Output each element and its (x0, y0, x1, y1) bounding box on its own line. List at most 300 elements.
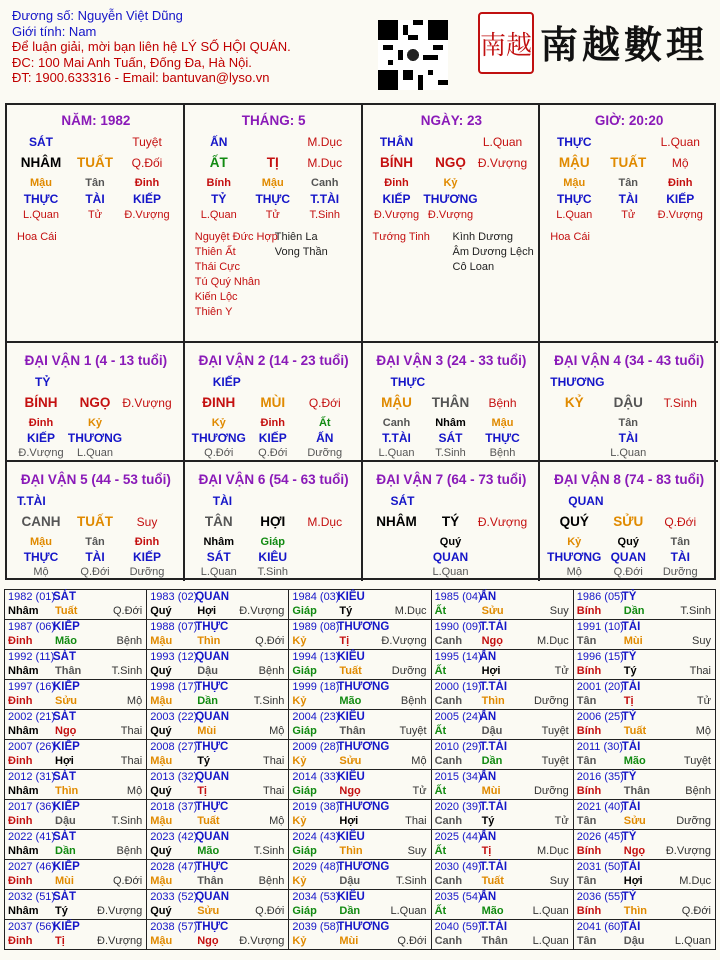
year-stem: Mậu (150, 815, 173, 827)
year-branch: Tuất (197, 815, 220, 827)
year-cell[interactable] (431, 800, 573, 830)
year-branch: Tý (339, 605, 353, 617)
dai-van-stem: CANH (21, 514, 61, 529)
year-god: TÀI (621, 801, 641, 813)
year-stem: Ất (434, 665, 447, 677)
dai-van-hidden-stem: Quý (617, 536, 639, 548)
year-phase: L.Quan (532, 935, 569, 947)
year-god: KIẾP (53, 681, 80, 693)
year-god: THƯƠNG (337, 801, 390, 813)
dai-van-hidden-god: QUAN (610, 550, 646, 564)
year-cell[interactable] (573, 620, 715, 650)
year-cell[interactable] (5, 770, 147, 800)
year-god: ẤN (479, 651, 497, 663)
year-cell[interactable] (5, 650, 147, 680)
year-label: 2002 (21) (8, 711, 56, 723)
year-label: 2024 (43) (292, 831, 340, 843)
year-label: 2010 (29) (434, 741, 482, 753)
earthly-branch: TUẤT (610, 155, 647, 170)
year-branch: Hợi (339, 815, 359, 827)
heavenly-stem: BÍNH (380, 155, 413, 170)
year-stem: Giáp (292, 845, 317, 857)
hidden-stem: Đinh (134, 177, 160, 189)
year-label: 1996 (15) (576, 651, 624, 663)
dai-van-stem: BÍNH (24, 395, 58, 410)
stem-god: THỰC (556, 135, 592, 149)
year-phase: Thai (120, 755, 143, 767)
year-phase: M.Dục (394, 605, 427, 617)
hidden-god: T.TÀI (310, 192, 340, 206)
hidden-phase: Tử (621, 209, 636, 221)
gender: Giới tính: Nam (12, 23, 97, 39)
year-cell[interactable] (289, 920, 431, 950)
dai-van-hidden-stem: Kỷ (567, 536, 582, 548)
year-branch: Tị (339, 635, 350, 647)
qr-code-icon[interactable] (378, 20, 448, 90)
year-cell[interactable] (289, 800, 431, 830)
year-god: TỶ (621, 591, 637, 603)
year-branch: Ngọ (197, 935, 219, 947)
year-label: 2040 (59) (434, 921, 482, 933)
dai-van-hidden-phase: Q.Đới (258, 447, 288, 459)
year-god: SÁT (53, 891, 76, 903)
hidden-stem: Mậu (30, 177, 52, 189)
year-branch: Ngọ (481, 635, 503, 647)
year-cell[interactable] (431, 890, 573, 920)
year-branch: Thân (197, 875, 224, 887)
year-label: 1987 (06) (8, 621, 56, 633)
year-cell[interactable] (5, 590, 147, 620)
year-cell[interactable] (289, 710, 431, 740)
year-cell[interactable] (147, 740, 289, 770)
year-phase: Dưỡng (676, 815, 711, 827)
year-label: 2030 (49) (434, 861, 482, 873)
hidden-phase: L.Quan (200, 209, 237, 221)
year-stem: Đinh (8, 695, 33, 707)
hidden-god: TỶ (211, 192, 227, 206)
year-cell[interactable] (5, 710, 147, 740)
year-cell[interactable] (147, 680, 289, 710)
year-phase: Tử (554, 815, 569, 827)
year-label: 1984 (03) (292, 591, 340, 603)
year-cell[interactable] (431, 860, 573, 890)
year-stem: Quý (150, 905, 172, 917)
year-phase: Bệnh (258, 875, 285, 887)
year-phase: L.Quan (674, 935, 711, 947)
pillar-title: GIỜ: 20:20 (594, 113, 664, 128)
year-cell[interactable] (5, 620, 147, 650)
dai-van-hidden-god: KIẾP (132, 550, 162, 564)
year-god: T.TÀI (479, 861, 508, 873)
year-god: TỶ (621, 771, 637, 783)
year-god: QUAN (195, 651, 230, 663)
hidden-god: THỰC (556, 192, 592, 206)
year-phase: Dưỡng (533, 785, 569, 797)
year-label: 1986 (05) (576, 591, 624, 603)
year-label: 1985 (04) (434, 591, 482, 603)
year-cell[interactable] (147, 770, 289, 800)
year-cell[interactable] (431, 650, 573, 680)
year-label: 2017 (36) (8, 801, 56, 813)
table-row (5, 890, 716, 920)
year-branch: Dậu (55, 815, 76, 827)
year-label: 1983 (02) (150, 591, 198, 603)
year-label: 2005 (24) (434, 711, 482, 723)
pillar-phase: L.Quan (482, 135, 523, 149)
table-row (5, 590, 716, 620)
year-branch: Dậu (339, 875, 361, 887)
year-stem: Quý (150, 665, 172, 677)
year-phase: Bệnh (116, 635, 143, 647)
phone-email[interactable]: ĐT: 1900.633316 - Email: bantuvan@lyso.vn (12, 70, 270, 85)
year-label: 2018 (37) (150, 801, 198, 813)
year-stem: Canh (434, 875, 463, 887)
year-cell[interactable] (5, 860, 147, 890)
year-stem: Canh (434, 695, 463, 707)
year-stem: Giáp (292, 725, 317, 737)
stem-god: THÂN (379, 135, 414, 149)
year-label: 2014 (33) (292, 771, 340, 783)
year-phase: Đ.Vượng (97, 905, 143, 917)
year-label: 2028 (47) (150, 861, 198, 873)
year-phase: Thai (120, 725, 143, 737)
dai-van-hidden-phase: L.Quan (200, 566, 237, 578)
dai-van-hidden-god: TÀI (85, 550, 105, 564)
year-phase: T.Sinh (680, 605, 711, 617)
year-phase: T.Sinh (253, 695, 285, 707)
table-row (5, 680, 716, 710)
year-stem: Kỷ (292, 695, 307, 707)
year-god: QUAN (195, 771, 230, 783)
year-branch: Tị (197, 785, 207, 797)
year-branch: Thìn (339, 845, 363, 857)
year-branch: Thân (623, 785, 651, 797)
year-god: SÁT (53, 831, 76, 843)
dai-van-hidden-stem: Quý (439, 536, 462, 548)
year-branch: Tị (55, 935, 65, 947)
year-cell[interactable] (5, 830, 147, 860)
year-cell[interactable] (289, 740, 431, 770)
hidden-god: KIẾP (132, 192, 162, 206)
dai-van-god: THỰC (390, 375, 426, 389)
year-branch: Sửu (623, 815, 646, 827)
hidden-god: TÀI (85, 192, 105, 206)
year-god: TÀI (621, 861, 641, 873)
dai-van-hidden-stem: Canh (382, 417, 411, 429)
year-label: 2036 (55) (576, 891, 624, 903)
year-cell[interactable] (147, 620, 289, 650)
year-god: KIẾP (53, 741, 80, 753)
year-branch: Thân (339, 725, 366, 737)
year-label: 2016 (35) (576, 771, 624, 783)
year-branch: Mão (339, 695, 362, 707)
year-branch: Tuất (481, 875, 504, 887)
dai-van-phase: Đ.Vượng (477, 515, 528, 529)
year-branch: Mão (55, 635, 77, 647)
year-stem: Ất (434, 785, 447, 797)
dai-van-title: ĐẠI VẬN 7 (64 - 73 tuổi) (376, 472, 527, 487)
dai-van-branch: DẬU (613, 395, 643, 410)
year-label: 2037 (56) (8, 921, 56, 933)
year-cell[interactable] (289, 890, 431, 920)
header-info (12, 8, 291, 86)
year-god: KIẾP (53, 921, 80, 933)
year-cell[interactable] (147, 650, 289, 680)
year-cell[interactable] (431, 920, 573, 950)
year-god: KIÊU (337, 711, 365, 723)
year-god: QUAN (195, 831, 230, 843)
pillar-phase: Tuyệt (132, 135, 162, 149)
dai-van-hidden-phase: Dưỡng (129, 566, 165, 578)
year-branch: Sửu (197, 905, 220, 917)
year-label: 2003 (22) (150, 711, 198, 723)
dai-van-stem: QUÝ (559, 514, 589, 529)
year-cell[interactable] (573, 920, 715, 950)
year-label: 2020 (39) (434, 801, 482, 813)
year-branch: Thìn (623, 905, 647, 917)
dai-van-branch: THÂN (431, 395, 470, 410)
year-label: 2007 (26) (8, 741, 56, 753)
year-god: KIẾP (53, 801, 80, 813)
year-god: THƯƠNG (337, 741, 390, 753)
year-cell[interactable] (573, 800, 715, 830)
dai-van-hidden-god: SÁT (438, 431, 463, 445)
hidden-phase: L.Quan (556, 209, 593, 221)
year-branch: Dần (197, 695, 218, 707)
year-stem: Bính (576, 725, 602, 737)
dai-van-hidden-god: QUAN (432, 550, 469, 564)
year-cell[interactable] (431, 770, 573, 800)
year-cell[interactable] (147, 590, 289, 620)
year-label: 1991 (10) (576, 621, 624, 633)
year-branch: Mùi (197, 725, 217, 737)
year-label: 1989 (08) (292, 621, 340, 633)
year-stem: Canh (434, 935, 463, 947)
dai-van-hidden-god: THỰC (23, 550, 59, 564)
dai-van-title: ĐẠI VẬN 1 (4 - 13 tuổi) (24, 353, 168, 368)
year-stem: Tân (576, 695, 597, 707)
year-god: ẤN (479, 771, 497, 783)
dai-van-hidden-stem: Tân (670, 536, 691, 548)
dai-van-hidden-phase: T.Sinh (435, 447, 466, 459)
star-item-2: Vong Thần (274, 246, 328, 258)
dai-van-hidden-stem: Giáp (260, 536, 285, 548)
year-stem: Mậu (150, 935, 173, 947)
year-branch: Tuất (623, 725, 647, 737)
year-cell[interactable] (573, 740, 715, 770)
year-cell[interactable] (431, 830, 573, 860)
year-stem: Ất (434, 845, 447, 857)
year-phase: Đ.Vượng (665, 845, 711, 857)
year-cell[interactable] (147, 890, 289, 920)
year-cell[interactable] (289, 860, 431, 890)
year-phase: Bệnh (685, 785, 711, 797)
year-god: THỰC (195, 741, 229, 753)
year-cell[interactable] (431, 680, 573, 710)
year-cell[interactable] (431, 620, 573, 650)
year-phase: T.Sinh (111, 665, 143, 677)
earthly-branch: NGỌ (435, 155, 466, 170)
dai-van-hidden-stem: Mậu (491, 417, 514, 429)
year-branch: Tý (197, 755, 211, 767)
logo-title: 南越數理 (540, 22, 709, 67)
pillar-title: NGÀY: 23 (420, 113, 483, 128)
year-cell[interactable] (289, 680, 431, 710)
year-cell[interactable] (289, 830, 431, 860)
dai-van-hidden-phase: T.Sinh (257, 566, 289, 578)
table-row (5, 920, 716, 950)
year-phase: Tử (412, 785, 427, 797)
year-phase: Tử (696, 695, 711, 707)
year-cell[interactable] (147, 920, 289, 950)
year-cell[interactable] (573, 680, 715, 710)
year-god: KIÊU (337, 831, 365, 843)
year-cell[interactable] (431, 740, 573, 770)
year-cell[interactable] (5, 800, 147, 830)
year-stem: Tân (576, 875, 597, 887)
year-branch: Tuất (55, 605, 78, 617)
dai-van-hidden-stem: Ất (318, 417, 331, 429)
year-cell[interactable] (573, 710, 715, 740)
year-label: 2026 (45) (576, 831, 624, 843)
year-branch: Ngọ (339, 785, 361, 797)
dai-van-hidden-phase: Mộ (33, 566, 49, 578)
year-god: SÁT (53, 771, 76, 783)
year-cell[interactable] (289, 590, 431, 620)
year-cell[interactable] (573, 770, 715, 800)
heavenly-stem: MẬU (558, 155, 590, 170)
year-stem: Bính (576, 905, 602, 917)
year-cell[interactable] (289, 650, 431, 680)
year-cell[interactable] (147, 860, 289, 890)
dai-van-god: THƯƠNG (550, 375, 605, 389)
hidden-god: TÀI (618, 192, 638, 206)
year-branch: Tị (481, 845, 492, 857)
dai-van-hidden-phase: L.Quan (432, 566, 469, 578)
year-god: T.TÀI (479, 621, 508, 633)
dai-van-title: ĐẠI VẬN 4 (34 - 43 tuổi) (554, 353, 705, 368)
year-label: 1999 (18) (292, 681, 340, 693)
year-label: 2035 (54) (434, 891, 482, 903)
year-god: QUAN (195, 591, 230, 603)
hidden-god: KIẾP (382, 192, 411, 206)
table-row (5, 860, 716, 890)
year-label: 2038 (57) (150, 921, 198, 933)
year-cell[interactable] (289, 770, 431, 800)
year-branch: Ngọ (623, 845, 646, 857)
year-branch: Thìn (55, 785, 79, 797)
red-seal-stamp (478, 12, 534, 74)
year-stem: Nhâm (8, 845, 39, 857)
year-phase: Tử (554, 665, 569, 677)
year-cell[interactable] (573, 890, 715, 920)
hidden-phase: Đ.Vượng (124, 209, 170, 221)
year-phase: Đ.Vượng (381, 635, 427, 647)
year-cell[interactable] (573, 860, 715, 890)
year-god: TÀI (621, 621, 641, 633)
year-label: 2015 (34) (434, 771, 482, 783)
year-label: 2004 (23) (292, 711, 340, 723)
year-cell[interactable] (573, 650, 715, 680)
year-label: 1994 (13) (292, 651, 340, 663)
year-stem: Đinh (8, 815, 33, 827)
year-branch: Dần (339, 905, 361, 917)
year-label: 2034 (53) (292, 891, 340, 903)
year-stem: Đinh (8, 755, 33, 767)
year-cell[interactable] (5, 680, 147, 710)
dai-van-phase: M.Dục (307, 515, 343, 529)
year-branch: Ngọ (55, 725, 77, 737)
hidden-god: KIẾP (666, 192, 695, 206)
dai-van-hidden-god: KIẾP (26, 431, 56, 445)
year-phase: Đ.Vượng (97, 935, 143, 947)
year-cell[interactable] (5, 740, 147, 770)
year-label: 2011 (30) (576, 741, 624, 753)
star-item-2: Kình Dương (452, 231, 513, 243)
year-cell[interactable] (431, 590, 573, 620)
year-cell[interactable] (147, 710, 289, 740)
year-label: 2032 (51) (8, 891, 56, 903)
year-label: 1997 (16) (8, 681, 56, 693)
year-phase: Tuyệt (541, 725, 569, 737)
dai-van-hidden-stem: Nhâm (435, 417, 466, 429)
year-god: THỰC (195, 681, 229, 693)
dai-van-phase: Bệnh (488, 396, 517, 410)
year-stem: Canh (434, 635, 463, 647)
hidden-stem: Bính (206, 177, 231, 189)
year-cell[interactable] (431, 710, 573, 740)
year-cell[interactable] (573, 830, 715, 860)
stem-phase: M.Dục (307, 156, 343, 170)
dai-van-hidden-god: TÀI (618, 431, 638, 445)
year-stem: Mậu (150, 695, 173, 707)
year-branch: Tý (55, 905, 68, 917)
hidden-stem: Tân (85, 177, 105, 189)
year-cell[interactable] (5, 920, 147, 950)
bazi-chart (5, 103, 716, 580)
hidden-stem: Mậu (261, 177, 284, 189)
dai-van-title: ĐẠI VẬN 2 (14 - 23 tuổi) (198, 353, 349, 368)
year-god: THƯƠNG (337, 681, 390, 693)
year-branch: Thìn (481, 695, 505, 707)
year-god: TỶ (621, 891, 637, 903)
year-cell[interactable] (573, 590, 715, 620)
year-cell[interactable] (5, 890, 147, 920)
year-cell[interactable] (147, 830, 289, 860)
year-branch: Tý (623, 665, 637, 677)
star-item: Thái Cực (194, 261, 241, 273)
pillar-title: THÁNG: 5 (241, 113, 306, 128)
year-god: KIẾP (53, 621, 80, 633)
year-label: 2039 (58) (292, 921, 340, 933)
year-cell[interactable] (289, 620, 431, 650)
year-branch: Dần (481, 755, 503, 767)
earthly-branch: TUẤT (77, 155, 113, 170)
year-label: 1993 (12) (150, 651, 198, 663)
year-branch: Sửu (481, 605, 504, 617)
year-phase: Q.Đới (681, 905, 711, 917)
year-phase: L.Quan (390, 905, 427, 917)
year-god: KIẾP (53, 861, 80, 873)
year-cell[interactable] (147, 800, 289, 830)
year-stem: Kỷ (292, 875, 307, 887)
dai-van-hidden-phase: L.Quan (378, 447, 415, 459)
hidden-god: THỰC (23, 192, 59, 206)
year-branch: Tý (481, 815, 495, 827)
year-god: THƯƠNG (337, 621, 390, 633)
year-god: TÀI (621, 921, 641, 933)
hidden-phase: Đ.Vượng (427, 209, 474, 221)
